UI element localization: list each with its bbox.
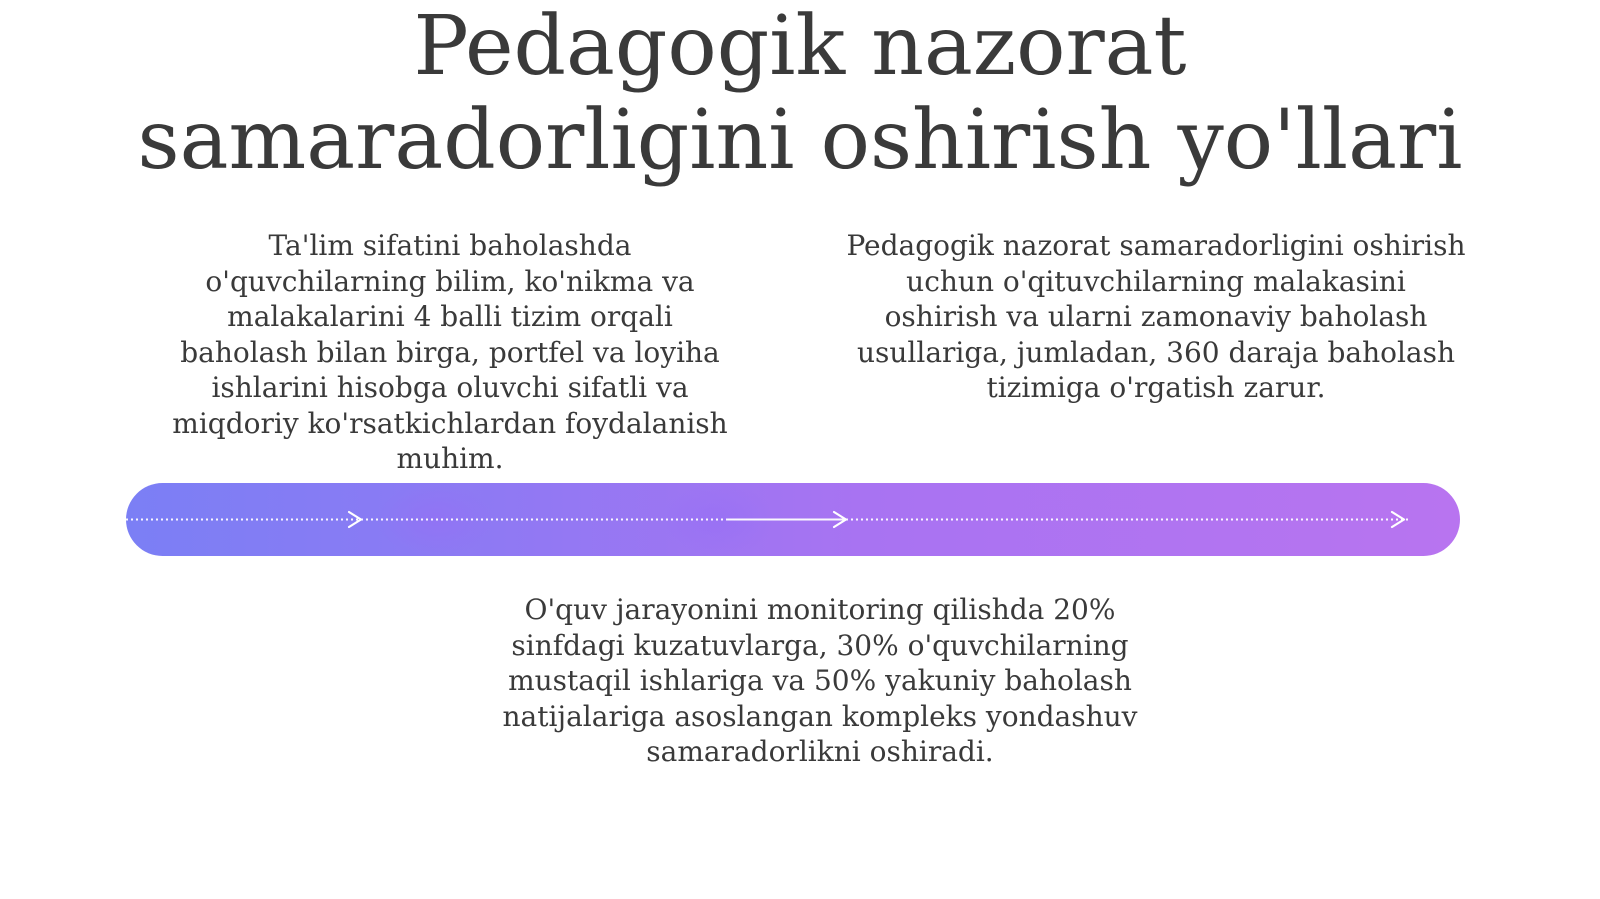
text-block-left: [140, 228, 760, 477]
timeline-bar: [126, 483, 1460, 556]
text-line: oshirish va ularni zamonaviy baholash: [884, 300, 1428, 333]
text-line: Pedagogik nazorat samaradorligini oshirish: [846, 229, 1466, 262]
text-line: malakalarini 4 balli tizim orqali: [227, 300, 673, 333]
text-line: ishlarini hisobga oluvchi sifatli va: [211, 371, 689, 404]
text-block-bottom: [460, 592, 1180, 770]
text-line: uchun o'qituvchilarning malakasini: [906, 264, 1406, 298]
text-line: o'quvchilarning bilim, ko'nikma va: [205, 264, 695, 298]
slide-title-line-2: samaradorligini oshirish yo'llari: [137, 93, 1463, 188]
text-line: Ta'lim sifatini baholashda: [268, 229, 632, 262]
text-line: miqdoriy ko'rsatkichlardan foydalanish: [172, 406, 728, 440]
text-line: muhim.: [396, 442, 504, 475]
text-line: baholash bilan birga, portfel va loyiha: [180, 335, 720, 369]
arrow-right-icon: [349, 512, 361, 527]
text-line: mustaqil ishlariga va 50% yakuniy baholash: [508, 664, 1132, 697]
text-block-right: [836, 228, 1476, 406]
text-line: natijalariga asoslangan kompleks yondashuv: [502, 699, 1138, 733]
text-line: usullariga, jumladan, 360 daraja baholash: [856, 335, 1456, 369]
text-line: sinfdagi kuzatuvlarga, 30% o'quvchilarning: [511, 628, 1129, 662]
text-line: O'quv jarayonini monitoring qilishda 20%: [524, 593, 1116, 626]
text-line: tizimiga o'rgatish zarur.: [986, 371, 1326, 404]
slide-title: [0, 0, 1600, 188]
timeline-arrows: [126, 483, 1460, 556]
slide-title-line-1: Pedagogik nazorat: [413, 0, 1187, 94]
text-line: samaradorlikni oshiradi.: [646, 735, 994, 768]
